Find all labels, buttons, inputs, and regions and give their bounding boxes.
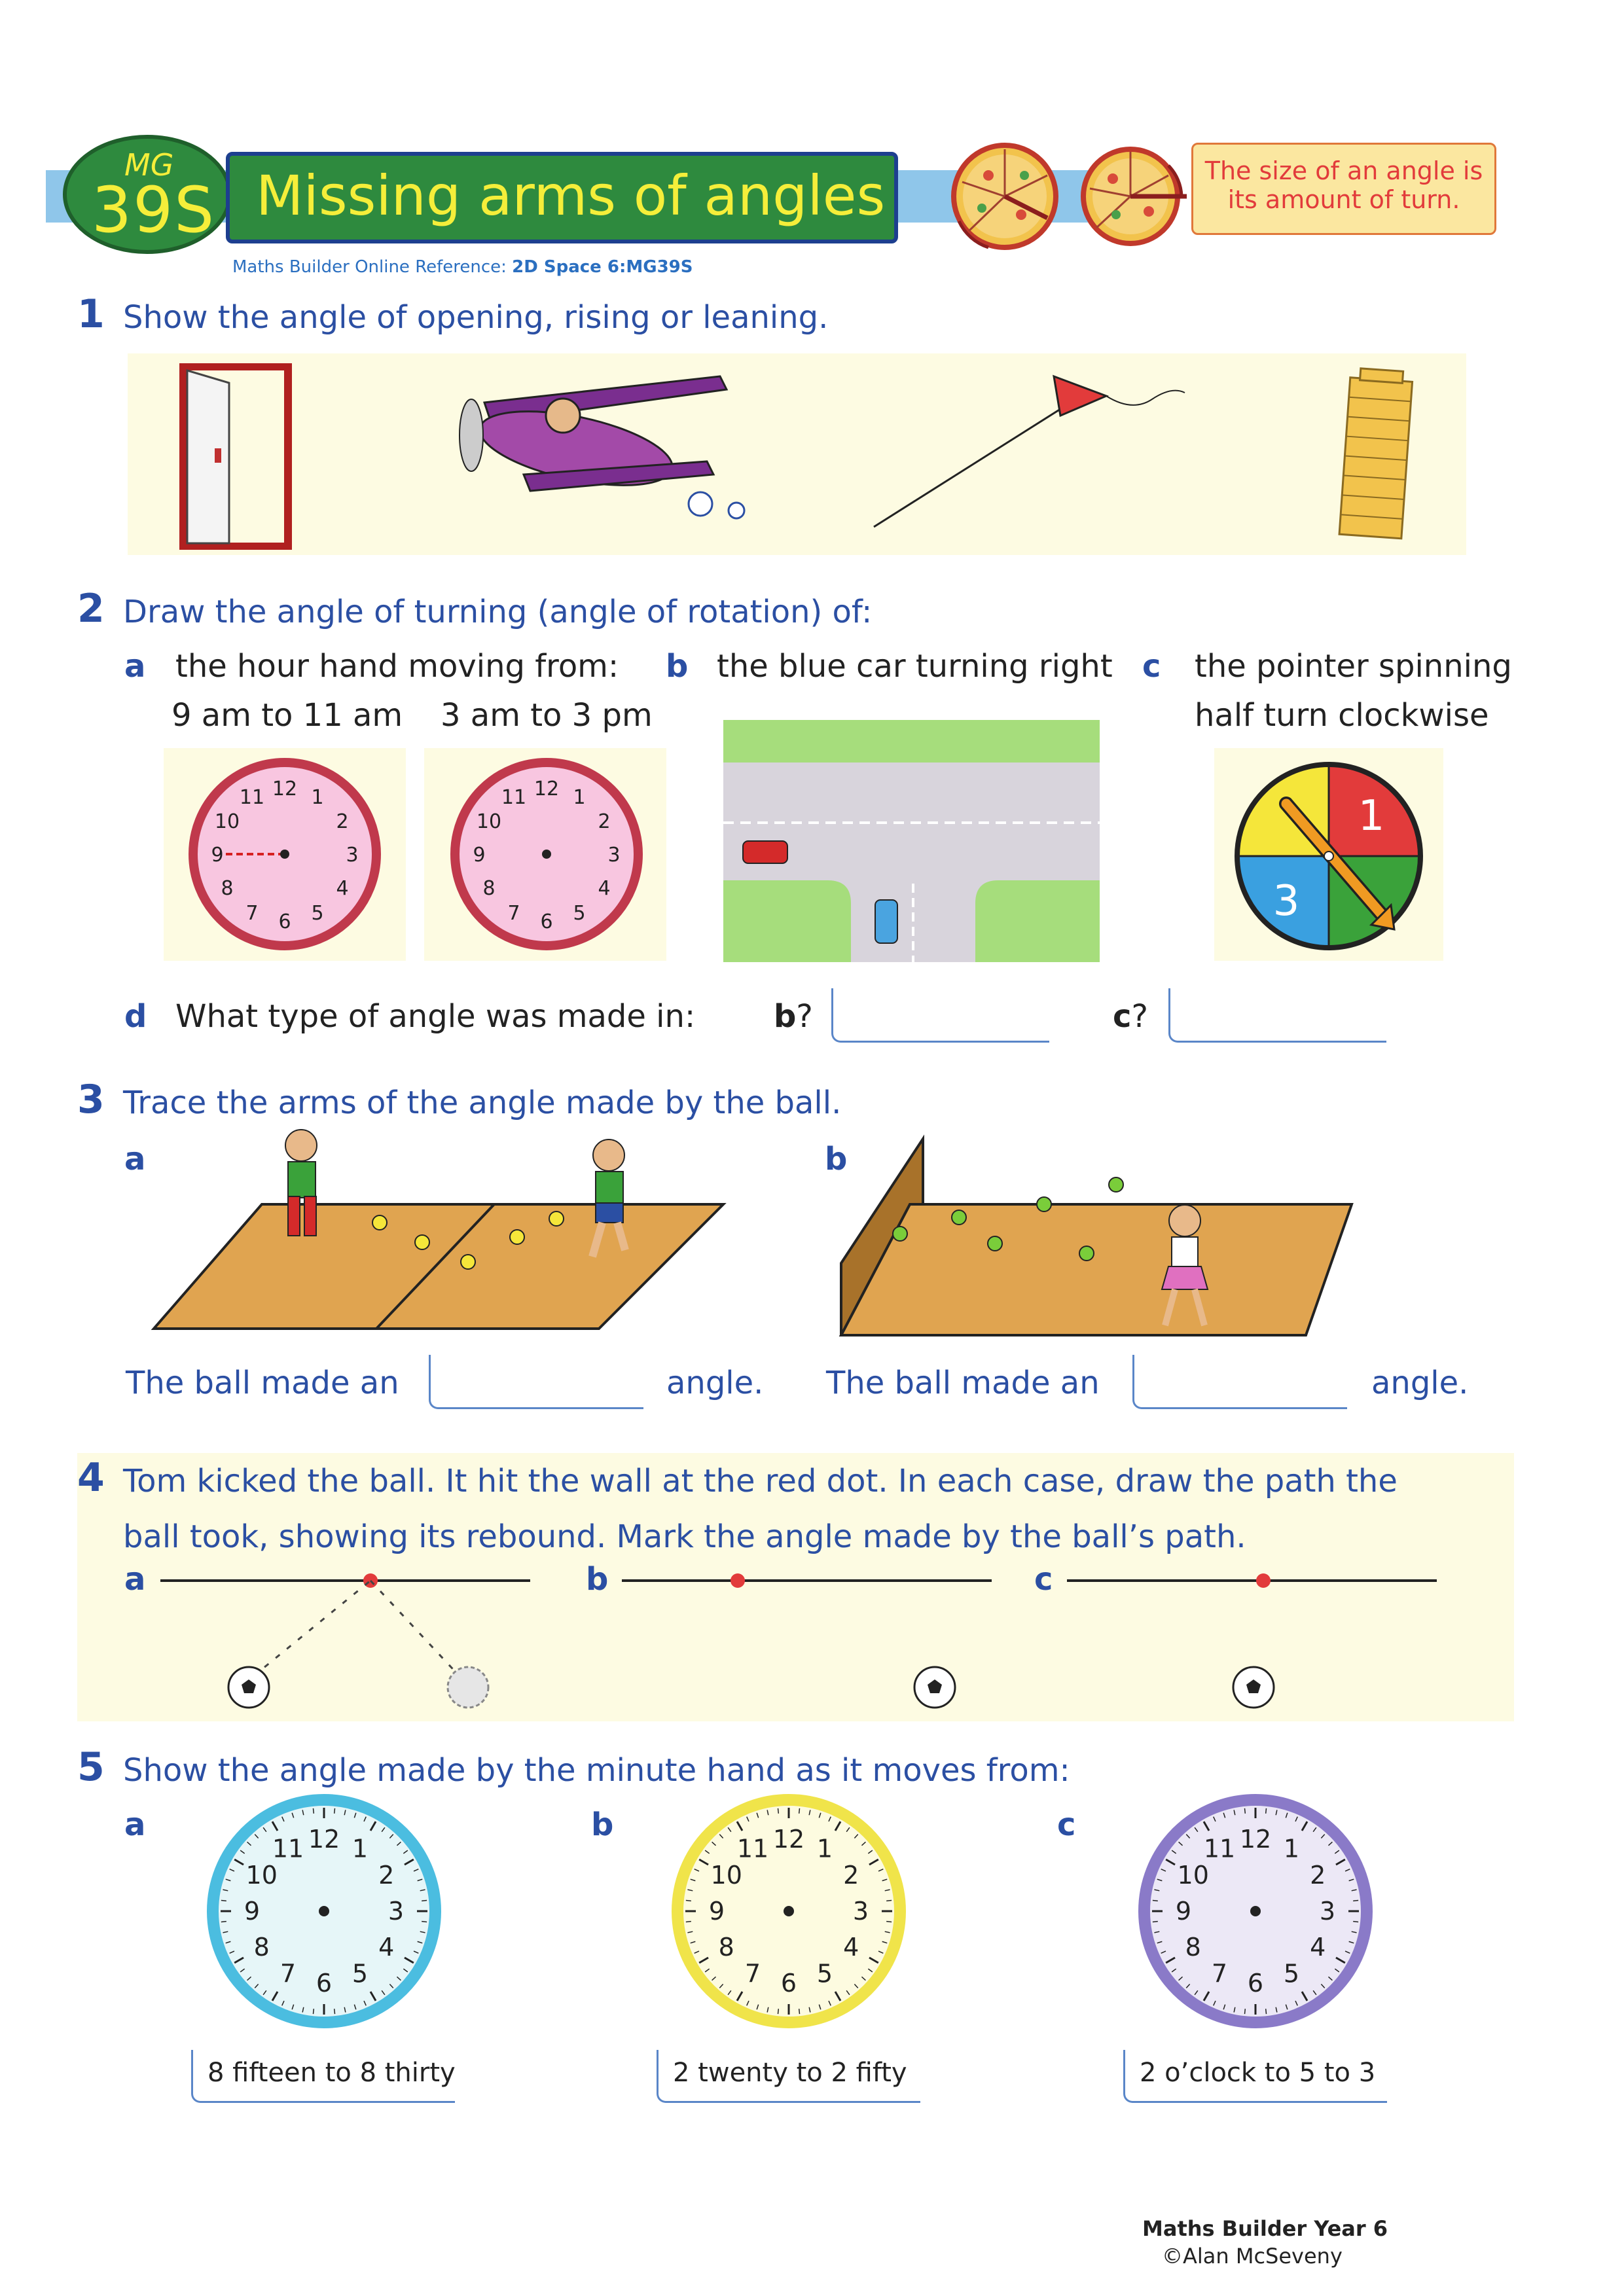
clock-tick [1153, 1900, 1158, 1901]
clock-center [1250, 1906, 1261, 1916]
kite-illustration [864, 363, 1191, 533]
clock-tick [686, 1900, 691, 1901]
q1-picture-panel [128, 353, 1466, 555]
pizza-icon [943, 136, 1067, 254]
q5c-label: 2 o’clock to 5 to 3 [1123, 2050, 1387, 2103]
q3b-court-illustration[interactable] [835, 1132, 1358, 1348]
svg-text:8: 8 [482, 877, 496, 900]
clock-number: 1 [1283, 1834, 1300, 1863]
clock-number: 3 [1319, 1897, 1336, 1926]
clock-tick [1266, 1808, 1267, 1814]
svg-text:11: 11 [239, 786, 265, 809]
clock-tick [334, 1808, 335, 1814]
q4b-letter: b [586, 1561, 609, 1598]
clock-tick [1266, 2009, 1267, 2014]
clock-number: 2 [378, 1861, 395, 1890]
q5a-clock[interactable] [203, 1790, 445, 2032]
q3b-sentence-end: angle. [1371, 1365, 1469, 1401]
svg-text:2: 2 [336, 810, 349, 833]
q4a-wall-diagram[interactable] [157, 1564, 537, 1715]
clock-number: 10 [245, 1861, 278, 1890]
clock-tick [1244, 2009, 1245, 2014]
q3b-answer-box[interactable] [1132, 1355, 1347, 1409]
clock-number: 7 [280, 1959, 297, 1988]
svg-text:12: 12 [533, 778, 560, 800]
svg-text:9: 9 [473, 844, 486, 867]
svg-text:8: 8 [221, 877, 234, 900]
spinner[interactable] [1231, 758, 1427, 954]
question-5-text: Show the angle made by the minute hand as it moves from: [123, 1752, 1070, 1789]
clock-number: 11 [272, 1834, 304, 1863]
q2a-letter: a [124, 648, 146, 685]
clock-number: 10 [710, 1861, 742, 1890]
clock-9am[interactable] [183, 756, 386, 952]
svg-text:5: 5 [311, 902, 324, 925]
svg-text:6: 6 [540, 910, 553, 933]
q2a-text: the hour hand moving from: [175, 648, 619, 685]
q5c-clock[interactable] [1134, 1790, 1377, 2032]
soccer-ball-icon [914, 1667, 955, 1708]
svg-text:3: 3 [346, 844, 359, 867]
clock-tick [1353, 1900, 1358, 1901]
q2b-letter: b [666, 648, 689, 685]
badge-strand-code: MG [124, 147, 174, 183]
footer-copyright: ©Alan McSeveny [1162, 2244, 1343, 2269]
spinner-number: 1 [1358, 792, 1385, 840]
q2d-c-label: c? [1113, 998, 1148, 1035]
clock-number: 6 [780, 1969, 797, 1998]
spinner-number: 3 [1272, 877, 1300, 925]
clock-number: 5 [352, 1959, 369, 1988]
title-box [226, 152, 898, 243]
clock-number: 2 [843, 1861, 859, 1890]
pizza-icon [1070, 136, 1195, 254]
q2c-letter: c [1142, 648, 1161, 685]
q4c-wall-diagram[interactable] [1064, 1564, 1443, 1715]
clock-number: 4 [1310, 1933, 1326, 1962]
clock-number: 12 [772, 1825, 805, 1854]
clock-center [319, 1906, 329, 1916]
q4b-wall-diagram[interactable] [619, 1564, 998, 1715]
q2c-text-line2: half turn clockwise [1195, 697, 1489, 734]
q3a-court-illustration[interactable] [147, 1126, 736, 1342]
footer-title: Maths Builder Year 6 [1142, 2216, 1388, 2241]
clock-number: 8 [718, 1933, 734, 1962]
svg-text:6: 6 [278, 910, 291, 933]
badge-lesson-code: 39S [92, 173, 216, 247]
door-illustration [177, 363, 295, 550]
q2d-b-answer-box[interactable] [831, 988, 1049, 1043]
q4c-letter: c [1034, 1561, 1053, 1598]
q2d-letter: d [124, 998, 147, 1035]
question-number-3: 3 [77, 1077, 105, 1122]
q5c-letter: c [1057, 1806, 1076, 1843]
reference-value: 2D Space 6:MG39S [512, 257, 693, 277]
svg-text:10: 10 [476, 810, 502, 833]
question-4-text-line-2: ball took, showing its rebound. Mark the angle made by the ball’s path. [123, 1518, 1246, 1555]
clock-number: 4 [843, 1933, 859, 1962]
clock-number: 6 [1247, 1969, 1264, 1998]
page-title: Missing arms of angles [256, 164, 886, 228]
clock-number: 12 [1239, 1825, 1272, 1854]
clock-number: 11 [1203, 1834, 1236, 1863]
clock-tick [886, 1900, 892, 1901]
q2a-clock-left-label: 9 am to 11 am [171, 697, 403, 734]
svg-text:3: 3 [607, 844, 621, 867]
svg-text:7: 7 [245, 902, 259, 925]
clock-tick [221, 1900, 226, 1901]
clock-number: 1 [352, 1834, 369, 1863]
reference-label: Maths Builder Online Reference: [232, 257, 507, 277]
q4a-letter: a [124, 1561, 146, 1598]
svg-text:5: 5 [573, 902, 586, 925]
plane-illustration [445, 363, 759, 533]
svg-text:12: 12 [272, 778, 298, 800]
question-3-text: Trace the arms of the angle made by the ball. [123, 1085, 842, 1121]
clock-tick [313, 1808, 314, 1814]
question-1-text: Show the angle of opening, rising or leaning. [123, 299, 829, 336]
clock-number: 5 [816, 1959, 833, 1988]
clock-tick [422, 1900, 427, 1901]
clock-tick [799, 1808, 800, 1814]
svg-text:2: 2 [598, 810, 611, 833]
question-number-4: 4 [77, 1455, 105, 1501]
clock-number: 1 [816, 1834, 833, 1863]
clock-number: 2 [1310, 1861, 1326, 1890]
svg-text:9: 9 [211, 844, 224, 867]
question-number-2: 2 [77, 586, 105, 632]
soccer-ball-icon [1233, 1667, 1274, 1708]
svg-text:11: 11 [501, 786, 527, 809]
q2a-clock-right-label: 3 am to 3 pm [441, 697, 653, 734]
clock-number: 5 [1283, 1959, 1300, 1988]
q2d-text: What type of angle was made in: [175, 998, 696, 1035]
q2c-text: the pointer spinning [1195, 648, 1512, 685]
q5b-label: 2 twenty to 2 fifty [657, 2050, 920, 2103]
clock-number: 6 [316, 1969, 333, 1998]
svg-text:1: 1 [311, 786, 324, 809]
clock-tick [799, 2009, 800, 2014]
online-reference [232, 257, 693, 277]
clock-number: 8 [1185, 1933, 1201, 1962]
info-line-2: its amount of turn. [1227, 185, 1460, 214]
q3b-sentence-start: The ball made an [826, 1365, 1100, 1401]
leaning-tower-illustration [1326, 360, 1430, 543]
clock-3am[interactable] [445, 756, 648, 952]
svg-text:7: 7 [507, 902, 520, 925]
clock-center [784, 1906, 794, 1916]
q5b-clock[interactable] [668, 1790, 910, 2032]
clock-number: 8 [253, 1933, 270, 1962]
clock-number: 9 [708, 1897, 725, 1926]
q3a-letter: a [124, 1141, 146, 1177]
q3a-answer-box[interactable] [429, 1355, 643, 1409]
clock-tick [334, 2009, 335, 2014]
clock-number: 10 [1177, 1861, 1209, 1890]
svg-text:4: 4 [598, 877, 611, 900]
clock-number: 7 [1211, 1959, 1228, 1988]
svg-text:10: 10 [214, 810, 240, 833]
clock-number: 11 [736, 1834, 769, 1863]
clock-tick [1244, 1808, 1245, 1814]
question-number-5: 5 [77, 1744, 105, 1790]
clock-tick [313, 2009, 314, 2014]
q2d-b-label: b? [774, 998, 813, 1035]
road-intersection[interactable] [723, 720, 1100, 962]
q2d-c-answer-box[interactable] [1168, 988, 1386, 1043]
clock-number: 4 [378, 1933, 395, 1962]
info-box [1191, 143, 1496, 235]
q5a-label: 8 fifteen to 8 thirty [191, 2050, 455, 2103]
clock-number: 9 [244, 1897, 261, 1926]
q2b-text: the blue car turning right [717, 648, 1113, 685]
clock-number: 9 [1175, 1897, 1192, 1926]
q3a-sentence-start: The ball made an [126, 1365, 399, 1401]
svg-text:4: 4 [336, 877, 349, 900]
q3b-letter: b [825, 1141, 848, 1177]
question-2-text: Draw the angle of turning (angle of rotation) of: [123, 594, 873, 630]
info-line-1: The size of an angle is [1204, 156, 1483, 185]
clock-number: 12 [308, 1825, 340, 1854]
clock-number: 7 [744, 1959, 761, 1988]
ghost-ball-icon [448, 1667, 488, 1708]
q5a-letter: a [124, 1806, 146, 1843]
question-4-text-line-1: Tom kicked the ball. It hit the wall at the red dot. In each case, draw the path the [123, 1463, 1398, 1499]
soccer-ball-icon [228, 1667, 269, 1708]
q5b-letter: b [591, 1806, 614, 1843]
q3a-sentence-end: angle. [666, 1365, 764, 1401]
clock-number: 3 [388, 1897, 405, 1926]
svg-text:1: 1 [573, 786, 586, 809]
clock-number: 3 [852, 1897, 869, 1926]
question-number-1: 1 [77, 291, 105, 337]
